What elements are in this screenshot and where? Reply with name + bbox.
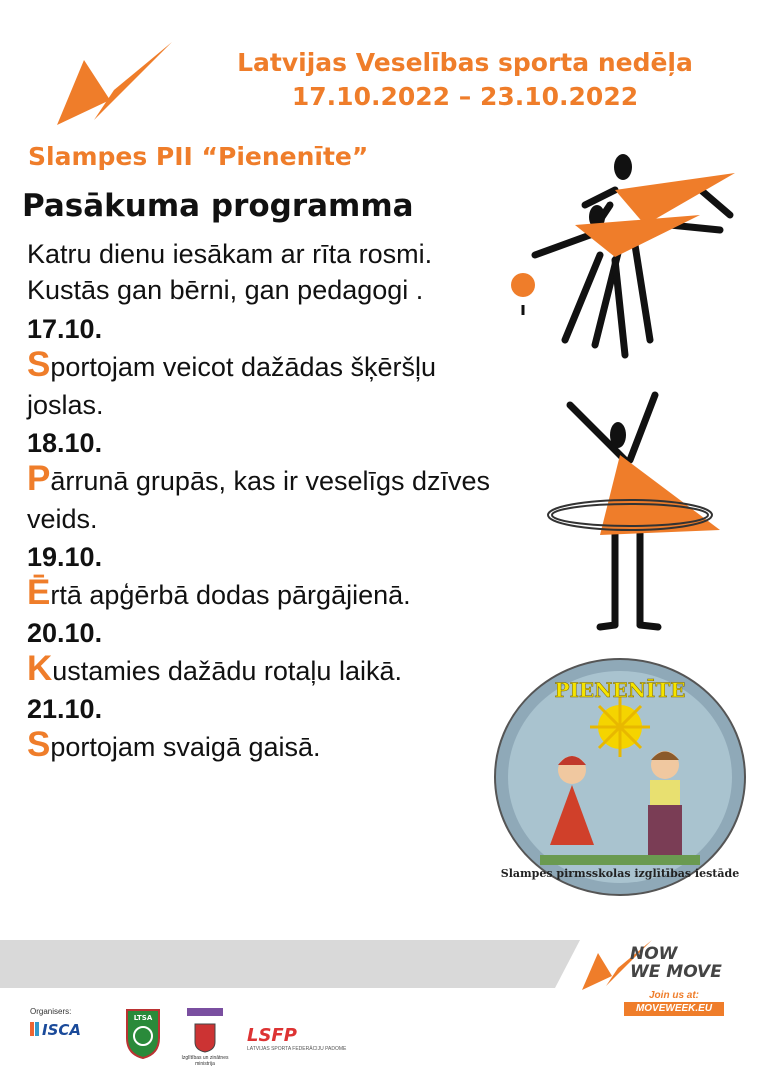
day-initial: Ē bbox=[27, 573, 51, 612]
ministry-label: Izglītības un zinātnes ministrija bbox=[181, 1055, 229, 1067]
day-initial: S bbox=[27, 345, 51, 384]
day-activity bbox=[27, 574, 497, 614]
day-date: 18.10. bbox=[27, 428, 103, 458]
organisers-label: Organisers: bbox=[30, 1007, 72, 1016]
day-activity-text: ustamies dažādu rotaļu laikā. bbox=[52, 656, 402, 686]
day-date: 19.10. bbox=[27, 542, 103, 572]
day-activity-text: portojam veicot dažādas šķēršļu joslas. bbox=[27, 352, 437, 420]
isca-logo bbox=[30, 1018, 105, 1040]
now-we-move-text bbox=[630, 945, 722, 981]
now-we-move-line2: WE MOVE bbox=[630, 962, 722, 982]
organization-name: Slampes PII “Pienenīte” bbox=[28, 142, 369, 171]
event-dates: 17.10.2022 – 23.10.2022 bbox=[291, 82, 639, 111]
day-date: 20.10. bbox=[27, 618, 103, 648]
running-figures-illustration bbox=[505, 145, 750, 370]
ltsa-logo bbox=[125, 1008, 161, 1060]
lsfp-subtitle: LATVIJAS SPORTA FEDERĀCIJU PADOME bbox=[247, 1046, 347, 1052]
day-activity bbox=[27, 650, 497, 690]
day-activity-text: ārrunā grupās, kas ir veselīgs dzīves veids. bbox=[27, 466, 491, 534]
day-initial: K bbox=[27, 649, 53, 688]
day-date: 17.10. bbox=[27, 314, 103, 344]
intro-text: Katru dienu iesākam ar rīta rosmi. Kustās gan bērni, gan pedagogi . bbox=[27, 239, 433, 305]
day-activity bbox=[27, 460, 497, 538]
school-badge bbox=[490, 655, 750, 900]
hula-hoop-figure-illustration bbox=[540, 390, 730, 635]
moveweek-url: MOVEWEEK.EU bbox=[624, 1002, 724, 1016]
join-us-text: Join us at: bbox=[649, 990, 700, 1001]
day-initial: S bbox=[27, 725, 51, 764]
now-we-move-line1: NOW bbox=[630, 944, 678, 964]
day-activity bbox=[27, 726, 497, 766]
badge-title: PIENENĪTE bbox=[554, 678, 686, 702]
day-date: 21.10. bbox=[27, 694, 103, 724]
lsfp-logo: LSFP bbox=[247, 1025, 297, 1046]
event-title-line1: Latvijas Veselības sporta nedēļa bbox=[237, 48, 693, 77]
day-activity bbox=[27, 346, 497, 424]
day-activity-text: rtā apģērbā dodas pārgājienā. bbox=[50, 580, 411, 610]
badge-subtitle: Slampes pirmsskolas izglītības iestāde bbox=[500, 867, 740, 880]
event-title bbox=[170, 46, 760, 114]
moveweek-logo bbox=[52, 40, 177, 128]
program-title: Pasākuma programma bbox=[22, 188, 414, 224]
day-initial: P bbox=[27, 459, 51, 498]
isca-text: ISCA bbox=[42, 1021, 82, 1039]
ltsa-text: LTSA bbox=[133, 1014, 153, 1022]
day-activity-text: portojam svaigā gaisā. bbox=[50, 732, 321, 762]
program-content bbox=[27, 236, 497, 768]
